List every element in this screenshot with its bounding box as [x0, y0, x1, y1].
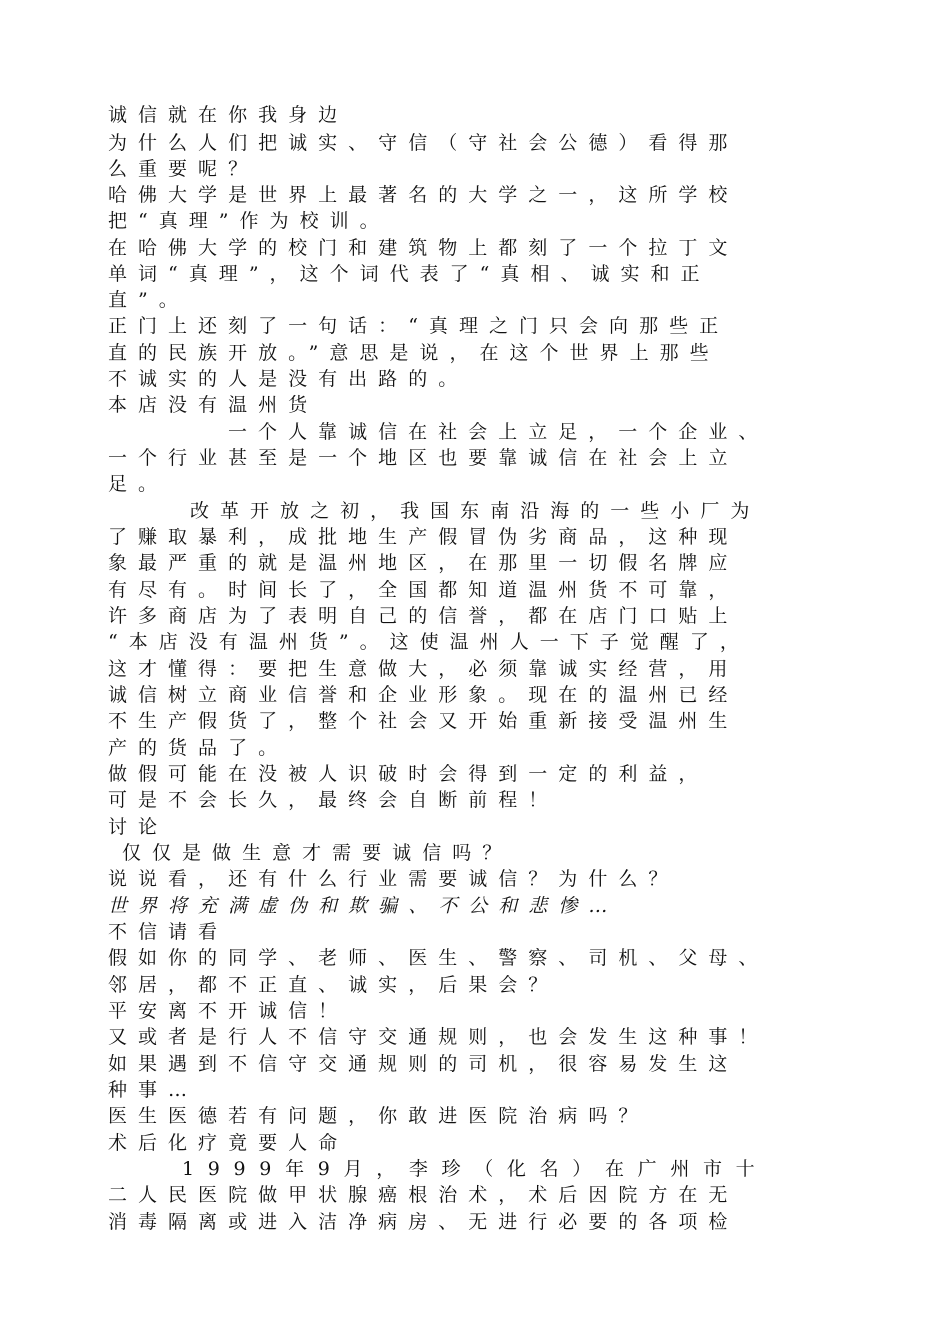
heading-discussion: 讨论: [108, 816, 169, 838]
paragraph-line: 把“真理”作为校训。: [108, 210, 390, 232]
paragraph-line: 许多商店为了表明自己的信誉，都在店门口贴上: [108, 605, 739, 627]
paragraph-line: 仅仅是做生意才需要诚信吗？: [122, 842, 513, 864]
paragraph-line: 正门上还刻了一句话：“真理之门只会向那些正: [108, 315, 730, 337]
heading-honesty: 诚信就在你我身边: [108, 104, 349, 126]
paragraph-line: 一个人靠诚信在社会上立足，一个企业、: [228, 421, 769, 443]
paragraph-line: 么重要呢？: [108, 158, 259, 180]
paragraph-line: 这才懂得：要把生意做大，必须靠诚实经营，用: [108, 658, 739, 680]
paragraph-line: 1999年9月，李珍（化名）在广州市十: [182, 1158, 769, 1180]
heading-chemotherapy: 术后化疗竟要人命: [108, 1132, 349, 1154]
paragraph-line: 哈佛大学是世界上最著名的大学之一，这所学校: [108, 184, 739, 206]
paragraph-line: 说说看，还有什么行业需要诚信？为什么？: [108, 868, 679, 890]
paragraph-line: 种事…: [108, 1079, 199, 1101]
paragraph-line: 消毒隔离或进入洁净病房、无进行必要的各项检: [108, 1211, 739, 1233]
paragraph-line: 做假可能在没被人识破时会得到一定的利益，: [108, 763, 709, 785]
paragraph-line: 了赚取暴利，成批地生产假冒伪劣商品，这种现: [108, 526, 739, 548]
paragraph-line: 改革开放之初，我国东南沿海的一些小厂为: [190, 500, 761, 522]
paragraph-line: 二人民医院做甲状腺癌根治术，术后因院方在无: [108, 1184, 739, 1206]
paragraph-line: 可是不会长久，最终会自断前程！: [108, 789, 559, 811]
paragraph-line: 诚信树立商业信誉和企业形象。现在的温州已经: [108, 684, 739, 706]
paragraph-line: 不诚实的人是没有出路的。: [108, 368, 469, 390]
heading-wenzhou: 本店没有温州货: [108, 394, 319, 416]
paragraph-line: 象最严重的就是温州地区，在那里一切假名牌应: [108, 552, 739, 574]
paragraph-line: 直的民族开放。”意思是说，在这个世界上那些: [108, 342, 720, 364]
italic-line: 世界将充满虚伪和欺骗、不公和悲惨…: [108, 895, 619, 917]
paragraph-line: 直”。: [108, 289, 189, 311]
paragraph-line: 足。: [108, 473, 169, 495]
paragraph-line: 单词“真理”，这个词代表了“真相、诚实和正: [108, 263, 711, 285]
paragraph-line: 医生医德若有问题，你敢进医院治病吗？: [108, 1105, 649, 1127]
paragraph-line: 产的货品了。: [108, 737, 289, 759]
paragraph-line: 在哈佛大学的校门和建筑物上都刻了一个拉丁文: [108, 237, 739, 259]
paragraph-line: 平安离不开诚信！: [108, 1000, 349, 1022]
paragraph-line: 不生产假货了，整个社会又开始重新接受温州生: [108, 710, 739, 732]
paragraph-line: 为什么人们把诚实、守信（守社会公德）看得那: [108, 132, 739, 154]
paragraph-line: 邻居，都不正直、诚实，后果会？: [108, 974, 559, 996]
paragraph-line: 又或者是行人不信守交通规则，也会发生这种事！: [108, 1026, 769, 1048]
paragraph-line: 不信请看: [108, 921, 229, 943]
paragraph-line: 假如你的同学、老师、医生、警察、司机、父母、: [108, 947, 769, 969]
paragraph-line: 有尽有。时间长了，全国都知道温州货不可靠，: [108, 579, 739, 601]
paragraph-line: “本店没有温州货”。这使温州人一下子觉醒了，: [108, 631, 750, 653]
paragraph-line: 如果遇到不信守交通规则的司机，很容易发生这: [108, 1053, 739, 1075]
paragraph-line: 一个行业甚至是一个地区也要靠诚信在社会上立: [108, 447, 739, 469]
